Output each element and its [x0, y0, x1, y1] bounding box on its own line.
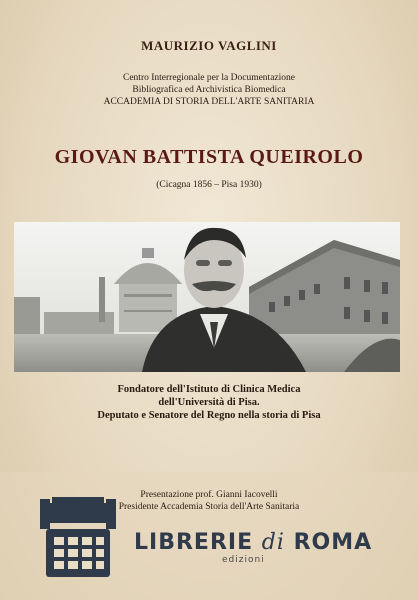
typewriter-icon: [34, 495, 122, 581]
description-line-1: Fondatore dell'Istituto di Clinica Medica: [117, 384, 301, 395]
presentation-line-1: Presentazione prof. Gianni Iacovelli: [140, 490, 278, 500]
librerie-di-roma-logo: [134, 530, 372, 555]
author-name: MAURIZIO VAGLINI: [141, 38, 277, 53]
presentation-line-2: Presidente Accademia Storia dell'Arte Sanitaria: [118, 502, 300, 512]
cover-photo: [14, 222, 400, 372]
description-line-3: Deputato e Senatore del Regno nella storia di Pisa: [97, 410, 321, 421]
logo-word-di: di: [261, 530, 285, 555]
logo-word-librerie: LIBRERIE: [134, 530, 254, 555]
institution-line-3: ACCADEMIA DI STORIA DELL'ARTE SANITARIA: [103, 97, 315, 107]
institution-line-1: Centro Interregionale per la Documentazione: [123, 73, 295, 83]
institution-line-2: Bibliografica ed Archivistica Biomedica: [132, 85, 286, 95]
book-title: GIOVAN BATTISTA QUEIROLO: [54, 146, 364, 168]
life-dates: (Cicagna 1856 – Pisa 1930): [156, 180, 262, 190]
description-line-2: dell'Università di Pisa.: [158, 397, 260, 408]
publisher-label: edizioni: [222, 555, 265, 565]
logo-word-roma: ROMA: [293, 530, 373, 555]
